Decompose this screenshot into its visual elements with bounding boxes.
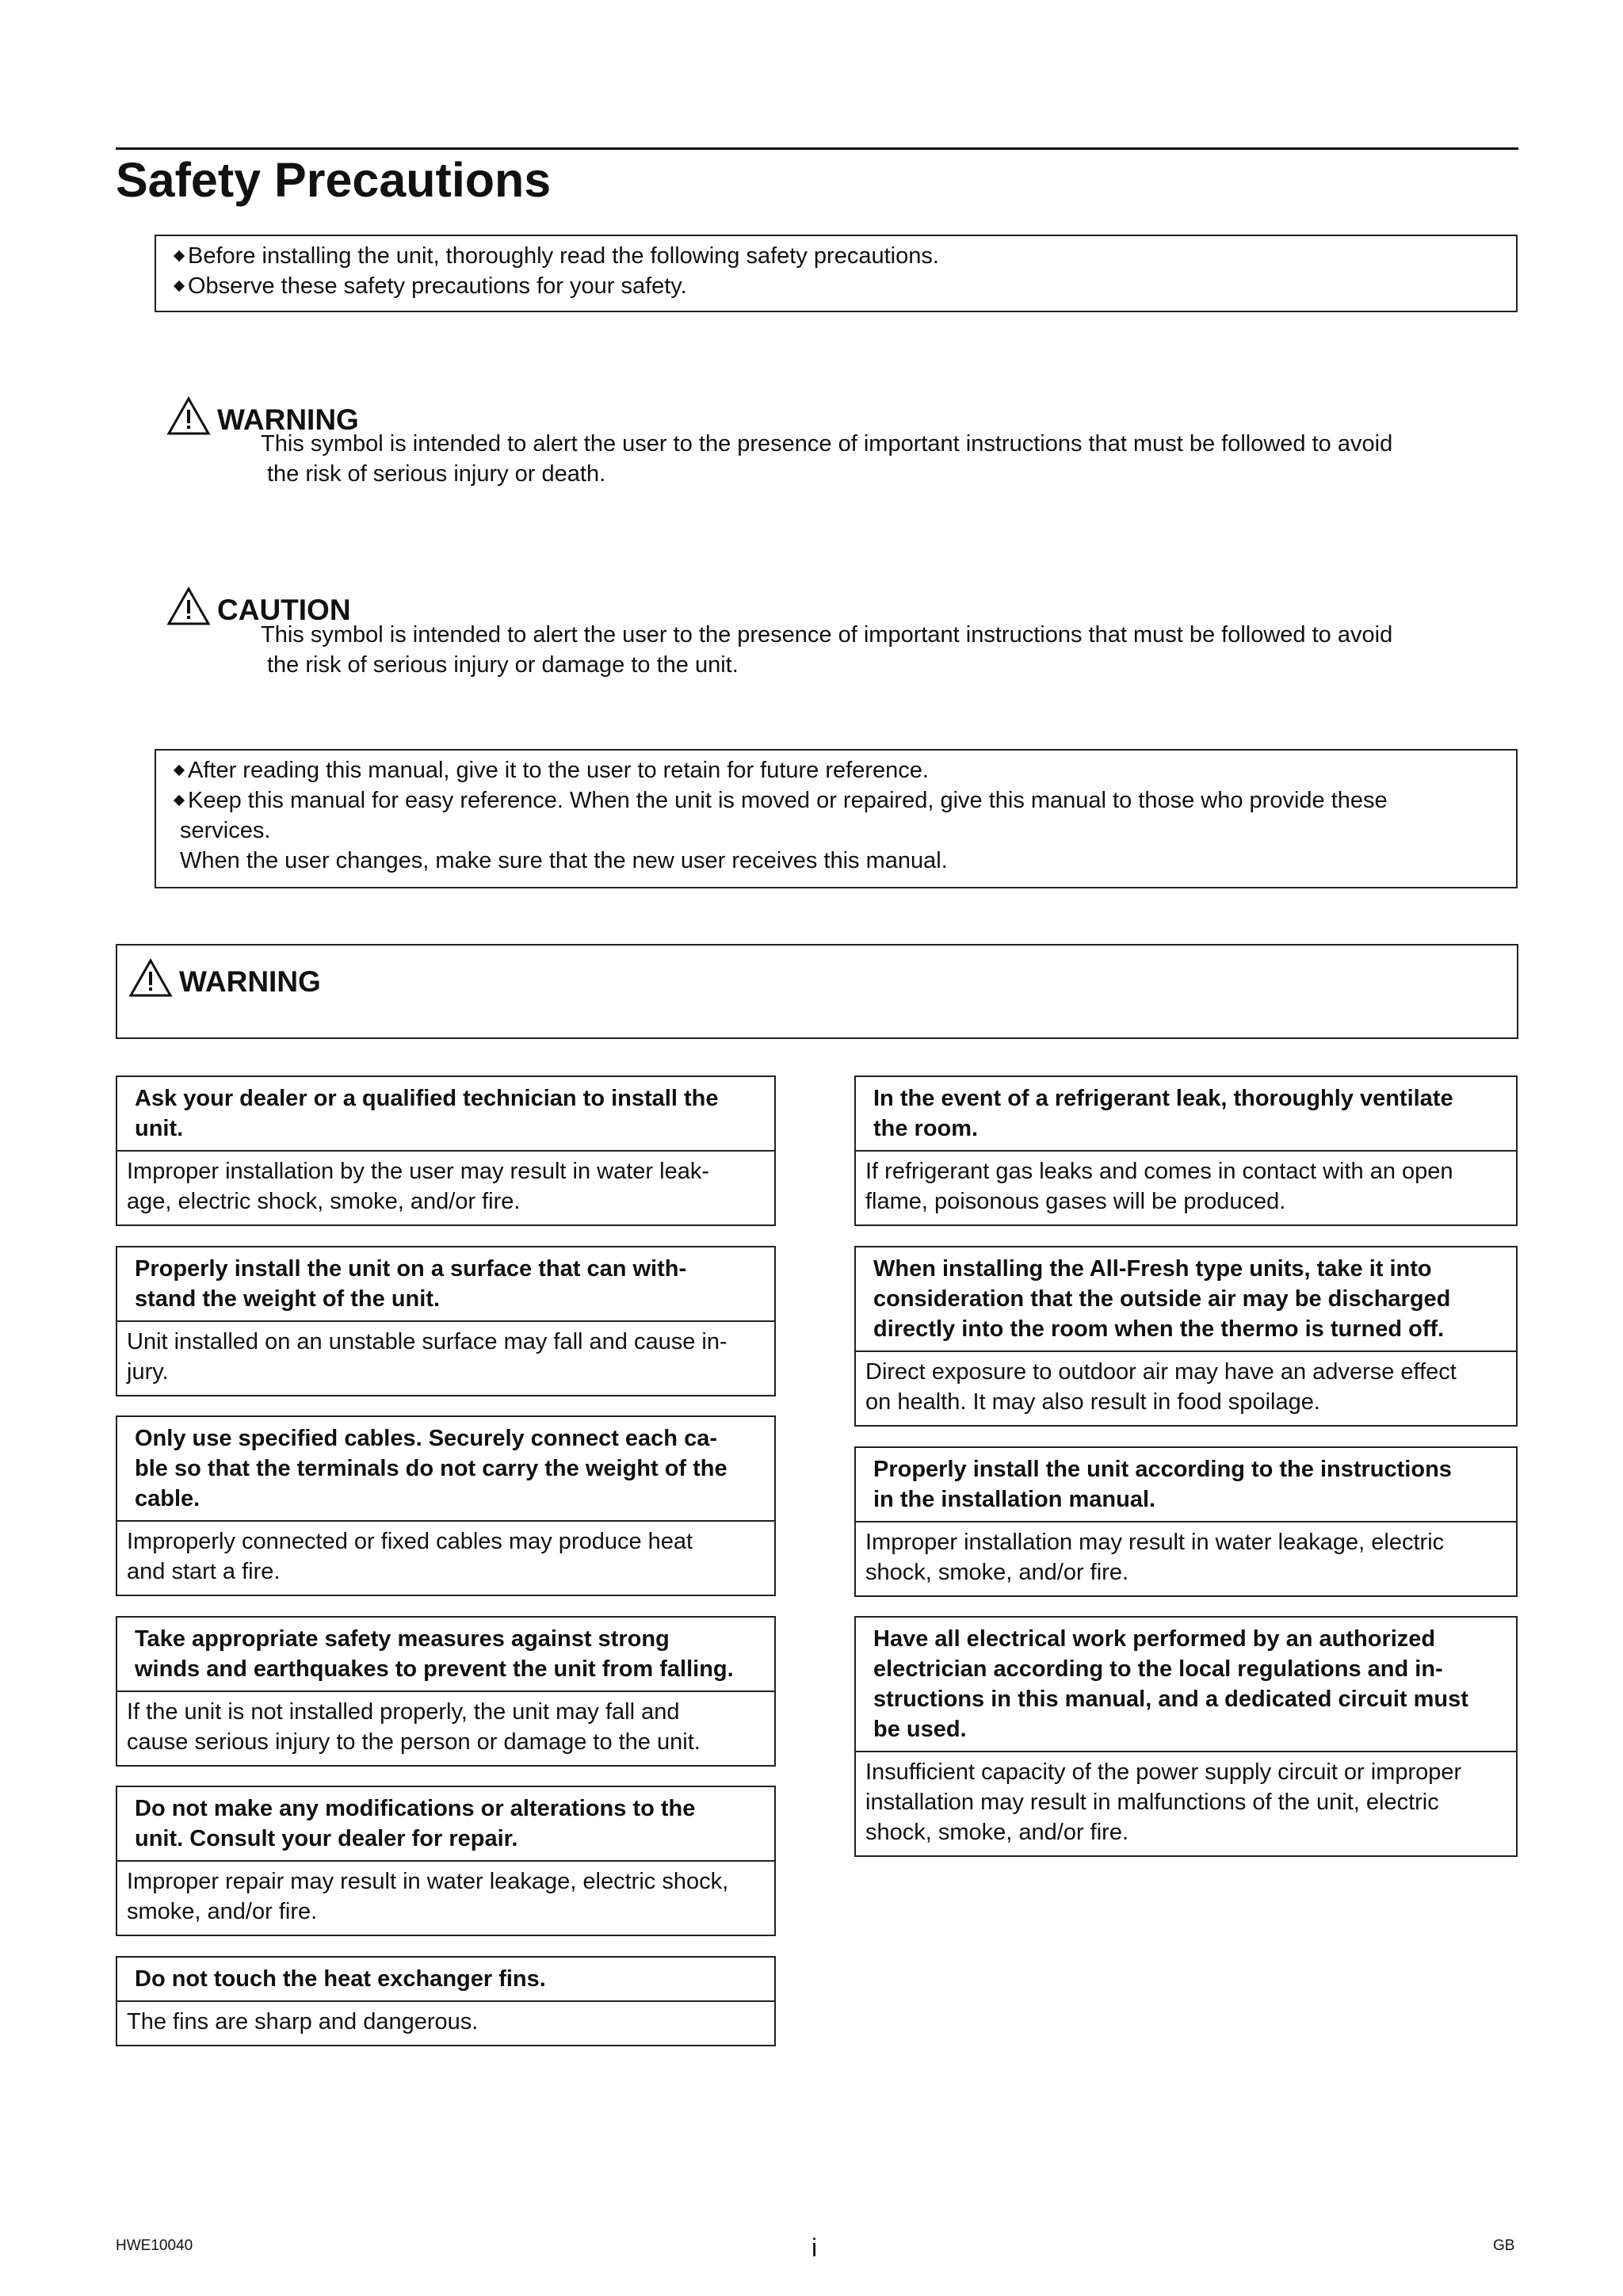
warning-section-label: WARNING <box>179 965 321 998</box>
card-heading: Properly install the unit according to the instructions in the installation manual. <box>856 1448 1516 1522</box>
card-heading: Properly install the unit on a surface that can with- stand the weight of the unit. <box>117 1247 774 1322</box>
caution-definition-text-line2: the risk of serious injury or damage to the unit. <box>267 652 739 678</box>
footer-doc-code: HWE10040 <box>116 2237 193 2254</box>
safety-card <box>116 1415 776 1596</box>
card-description: Unit installed on an unstable surface may fall and cause in- jury. <box>127 1329 727 1385</box>
card-description: Improper installation may result in water leakage, electric shock, smoke, and/or fire. <box>865 1530 1445 1585</box>
footer-page-number: i <box>812 2233 818 2262</box>
card-description: The fins are sharp and dangerous. <box>127 2009 479 2034</box>
warning-definition-text-line2: the risk of serious injury or death. <box>267 461 606 487</box>
safety-card <box>854 1446 1518 1597</box>
card-description: Insufficient capacity of the power supply circuit or improper installation may result in malfunctions of the unit, electric shock, smoke, and/or fire. <box>865 1759 1462 1845</box>
card-description: Improper repair may result in water leakage, electric shock, smoke, and/or fire. <box>127 1869 729 1924</box>
card-heading: In the event of a refrigerant leak, thoroughly ventilate the room. <box>856 1077 1516 1152</box>
manual-box <box>155 749 1518 888</box>
warning-triangle-icon <box>128 958 173 1006</box>
card-heading: Ask your dealer or a qualified technician to install the unit. <box>117 1077 774 1152</box>
card-heading: Do not touch the heat exchanger fins. <box>117 1958 774 2002</box>
safety-card <box>116 1075 776 1226</box>
intro-line: Observe these safety precautions for your safety. <box>175 271 1516 301</box>
card-heading: Only use specified cables. Securely connect each ca- ble so that the terminals do not carry the weight of the cable. <box>117 1417 774 1522</box>
card-description: If the unit is not installed properly, the unit may fall and cause serious injury to the person or damage to the unit. <box>127 1699 701 1755</box>
warning-triangle-icon <box>166 396 211 444</box>
card-description: Improper installation by the user may result in water leak- age, electric shock, smoke, and/or fire. <box>127 1159 709 1214</box>
card-heading: Have all electrical work performed by an authorized electrician according to the local regulations and in- structions in this manual, and a dedicated circuit must be used. <box>856 1618 1516 1752</box>
card-heading: Take appropriate safety measures against strong winds and earthquakes to prevent the unit from falling. <box>117 1618 774 1692</box>
manual-line: After reading this manual, give it to the user to retain for future reference. <box>175 755 1516 785</box>
safety-card <box>116 1786 776 1936</box>
caution-triangle-icon <box>166 586 211 634</box>
manual-line: Keep this manual for easy reference. When the unit is moved or repaired, give this manual to those who provide these <box>175 785 1516 816</box>
card-description: Direct exposure to outdoor air may have an adverse effect on health. It may also result in food spoilage. <box>865 1359 1457 1415</box>
warning-definition-label: WARNING <box>217 403 359 436</box>
safety-card <box>854 1246 1518 1427</box>
manual-line: When the user changes, make sure that the new user receives this manual. <box>180 848 948 873</box>
page-title: Safety Precautions <box>116 153 552 207</box>
bullet-diamond-icon <box>174 795 185 806</box>
bullet-diamond-icon <box>174 281 185 292</box>
intro-box <box>155 235 1518 312</box>
card-description: If refrigerant gas leaks and comes in contact with an open flame, poisonous gases will be produced. <box>865 1159 1453 1214</box>
bullet-diamond-icon <box>174 250 185 262</box>
warning-section-box <box>116 944 1518 1039</box>
card-heading: When installing the All-Fresh type units, take it into consideration that the outside air may be discharged directly into the room when the thermo is turned off. <box>856 1247 1516 1352</box>
caution-definition-label: CAUTION <box>217 594 351 626</box>
warning-section-header <box>128 958 321 1006</box>
safety-card <box>854 1616 1518 1857</box>
warning-definition-text-line1: This symbol is intended to alert the user to the presence of important instructions that must be followed to avoid <box>261 431 1393 457</box>
card-heading: Do not make any modifications or alterations to the unit. Consult your dealer for repair. <box>117 1787 774 1862</box>
safety-card <box>116 1956 776 2046</box>
manual-line: services. <box>180 818 271 843</box>
safety-card <box>854 1075 1518 1226</box>
intro-line: Before installing the unit, thoroughly read the following safety precautions. <box>175 241 1516 271</box>
safety-card <box>116 1616 776 1767</box>
footer-region: GB <box>1493 2237 1515 2254</box>
safety-card <box>116 1246 776 1396</box>
bullet-diamond-icon <box>174 765 185 776</box>
caution-definition-text-line1: This symbol is intended to alert the user to the presence of important instructions that must be followed to avoid <box>261 622 1393 648</box>
card-description: Improperly connected or fixed cables may produce heat and start a fire. <box>127 1529 693 1584</box>
